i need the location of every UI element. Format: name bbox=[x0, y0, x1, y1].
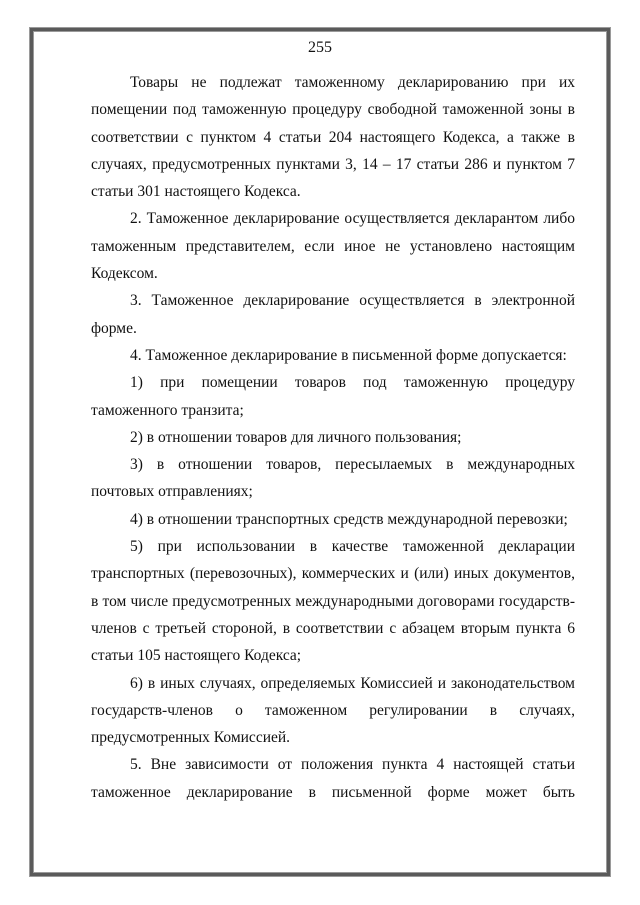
page-number: 255 bbox=[308, 39, 332, 56]
list-item-3: 3) в отношении товаров, пересылаемых в международных почтовых отправлениях; bbox=[91, 456, 575, 501]
paragraph-5: 5. Вне зависимости от положения пункта 4 настоящей статьи таможенное декларирование в письменной форме может быть bbox=[91, 756, 575, 801]
page-frame bbox=[30, 28, 610, 876]
page-body bbox=[91, 69, 575, 806]
list-item-4: 4) в отношении транспортных средств международной перевозки; bbox=[130, 510, 568, 528]
list-item-6: 6) в иных случаях, определяемых Комиссией и законодательством государств-членов о таможенном регулировании в случаях, предусмотренных Комиссией. bbox=[91, 674, 575, 747]
paragraph-4: 4. Таможенное декларирование в письменной форме допускается: bbox=[130, 346, 567, 364]
list-item-1: 1) при помещении товаров под таможенную процедуру таможенного транзита; bbox=[91, 374, 575, 419]
list-item-5: 5) при использовании в качестве таможенной декларации транспортных (перевозочных), коммерческих и (или) иных документов, в том числе предусмотренных международными договорами государств-членов с третьей стороной, в соответствии с абзацем вторым пункта 6 статьи 105 настоящего Кодекса; bbox=[91, 538, 575, 665]
paragraph-3: 3. Таможенное декларирование осуществляется в электронной форме. bbox=[91, 292, 575, 337]
paragraph-intro: Товары не подлежат таможенному декларированию при их помещении под таможенную процедуру свободной таможенной зоны в соответствии с пунктом 4 статьи 204 настоящего Кодекса, а также в случаях, предусмотренных пунктами 3, 14 – 17 статьи 286 и пунктом 7 статьи 301 настоящего Кодекса. bbox=[91, 74, 575, 201]
list-item-2: 2) в отношении товаров для личного пользования; bbox=[130, 428, 462, 446]
paragraph-2: 2. Таможенное декларирование осуществляется декларантом либо таможенным представителем, если иное не установлено настоящим Кодексом. bbox=[91, 210, 575, 283]
